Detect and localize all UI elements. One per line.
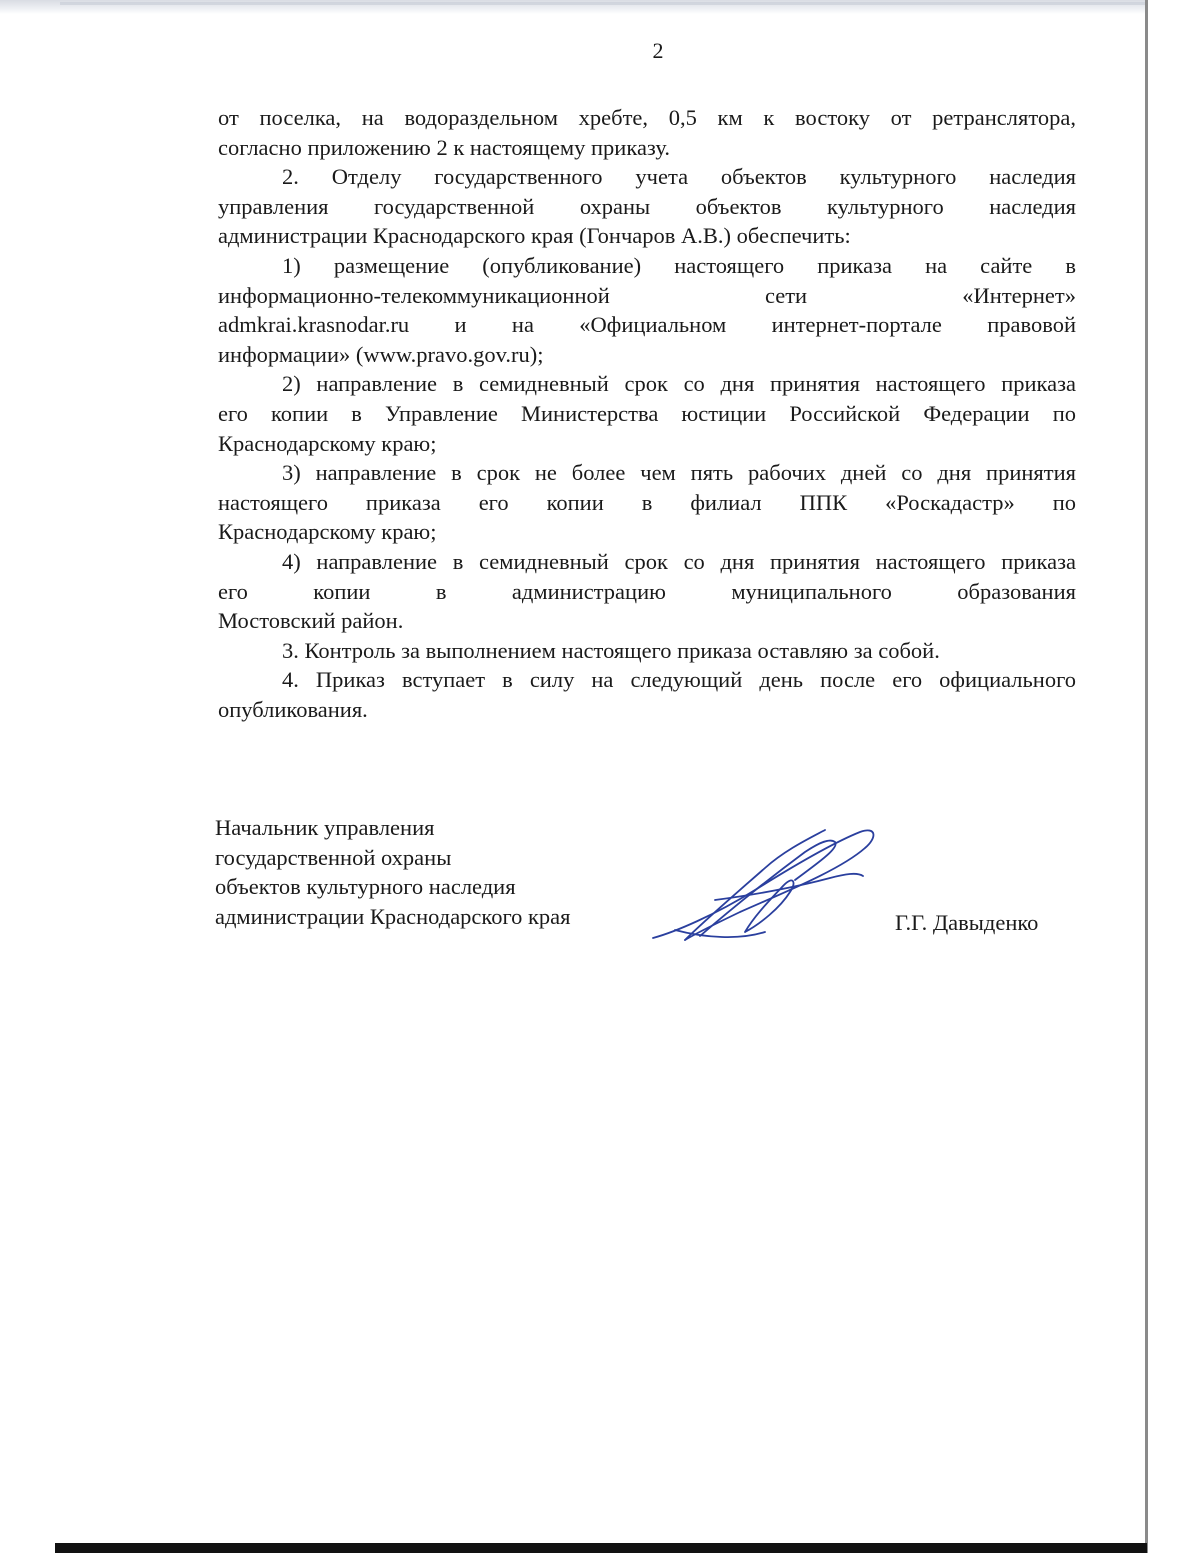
position-line: государственной охраны — [215, 844, 452, 870]
page-number: 2 — [652, 38, 664, 63]
paragraph-continuation — [218, 103, 1076, 162]
text-line: Мостовский район. — [218, 608, 404, 634]
paragraph-subitem-4 — [218, 547, 1076, 636]
text-line: его копии в администрацию муниципального образования — [218, 578, 1076, 604]
text-line: информационно-телекоммуникационной сети «Интернет» — [218, 282, 1076, 308]
paragraph-item-4 — [218, 665, 1076, 724]
scan-bottom-edge — [55, 1543, 1147, 1553]
text-line: настоящего приказа его копии в филиал ППК «Роскадастр» по — [218, 489, 1076, 515]
position-line: Начальник управления — [215, 815, 435, 840]
text-line: администрации Краснодарского края (Гончаров А.В.) обеспечить: — [218, 223, 851, 249]
position-line: администрации Краснодарского края — [215, 903, 571, 929]
text-line: 2) направление в семидневный срок со дня принятия настоящего приказа — [282, 371, 1076, 397]
text-line: согласно приложению 2 к настоящему приказу. — [218, 134, 670, 160]
document-body — [218, 103, 1076, 724]
text-line: 4. Приказ вступает в силу на следующий день после его официального — [282, 667, 1076, 693]
scan-right-edge — [1145, 0, 1148, 1553]
scan-top-artifact — [60, 2, 1145, 5]
text-line: его копии в Управление Министерства юстиции Российской Федерации по — [218, 400, 1076, 426]
signature-strokes — [653, 830, 873, 940]
text-line: информации» (www.pravo.gov.ru); — [218, 341, 544, 367]
paragraph-subitem-3 — [218, 458, 1076, 547]
text-line: управления государственной охраны объектов культурного наследия — [218, 193, 1076, 219]
paragraph-subitem-1 — [218, 251, 1076, 369]
text-line: Краснодарскому краю; — [218, 430, 437, 456]
paragraph-item-2 — [218, 162, 1076, 251]
handwritten-signature — [645, 820, 885, 950]
text-line: 2. Отделу государственного учета объектов культурного наследия — [282, 164, 1076, 190]
text-line: admkrai.krasnodar.ru и на «Официальном интернет-портале правовой — [218, 312, 1076, 338]
text-line: 3) направление в срок не более чем пять рабочих дней со дня принятия — [282, 460, 1076, 486]
text-line: Краснодарскому краю; — [218, 519, 437, 545]
scan-right-margin — [1148, 0, 1200, 1553]
signer-name: Г.Г. Давыденко — [895, 910, 1039, 935]
paragraph-subitem-2 — [218, 369, 1076, 458]
text-line: 1) размещение (опубликование) настоящего приказа на сайте в — [282, 252, 1076, 278]
text-line: 4) направление в семидневный срок со дня принятия настоящего приказа — [282, 548, 1076, 574]
position-line: объектов культурного наследия — [215, 874, 516, 900]
text-line: опубликования. — [218, 696, 368, 722]
text-line: от поселка, на водораздельном хребте, 0,5 км к востоку от ретранслятора, — [218, 105, 1076, 130]
signer-position — [215, 813, 571, 931]
text-line: 3. Контроль за выполнением настоящего приказа оставляю за собой. — [282, 637, 940, 663]
paragraph-item-3 — [218, 636, 1076, 666]
